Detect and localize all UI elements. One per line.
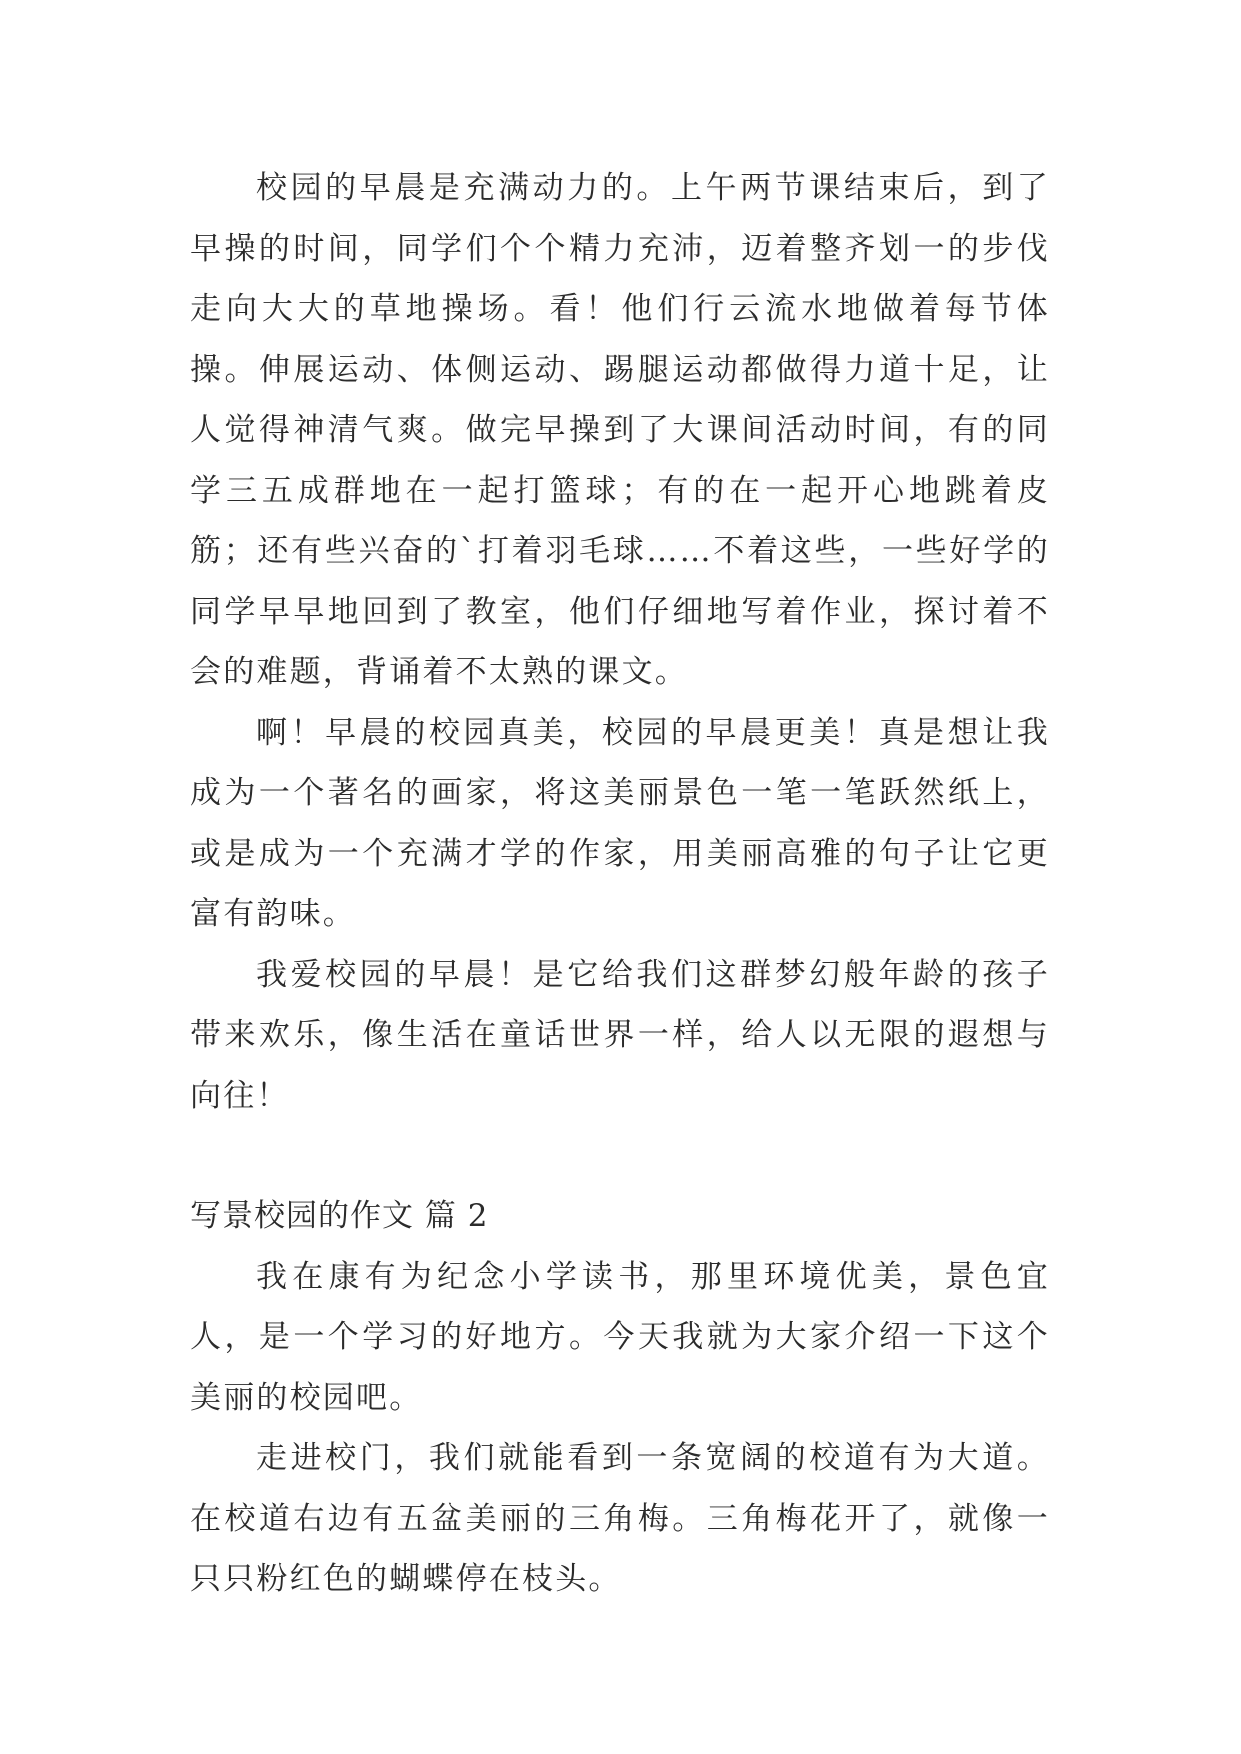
paragraph: 啊！早晨的校园真美，校园的早晨更美！真是想让我成为一个著名的画家，将这美丽景色一笔一笔跃然纸上，或是成为一个充满才学的作家，用美丽高雅的句子让它更富有韵味。 [190, 714, 1050, 932]
paragraph: 我在康有为纪念小学读书，那里环境优美，景色宜人，是一个学习的好地方。今天我就为大家介绍一下这个美丽的校园吧。 [190, 1258, 1050, 1416]
section-heading: 写景校园的作文 篇 2 [190, 1198, 489, 1234]
paragraph: 我爱校园的早晨！是它给我们这群梦幻般年龄的孩子带来欢乐，像生活在童话世界一样，给人以无限的遐想与向往！ [190, 956, 1050, 1114]
document-body [190, 158, 1050, 1610]
paragraph: 校园的早晨是充满动力的。上午两节课结束后，到了早操的时间，同学们个个精力充沛，迈着整齐划一的步伐走向大大的草地操场。看！他们行云流水地做着每节体操。伸展运动、体侧运动、踢腿运动都做得力道十足，让人觉得神清气爽。做完早操到了大课间活动时间，有的同学三五成群地在一起打篮球；有的在一起开心地跳着皮筋；还有些兴奋的`打着羽毛球……不着这些，一些好学的同学早早地回到了教室，他们仔细地写着作业，探讨着不会的难题，背诵着不太熟的课文。 [190, 170, 1050, 690]
paragraph: 走进校门，我们就能看到一条宽阔的校道有为大道。在校道右边有五盆美丽的三角梅。三角梅花开了，就像一只只粉红色的蝴蝶停在枝头。 [190, 1440, 1050, 1597]
